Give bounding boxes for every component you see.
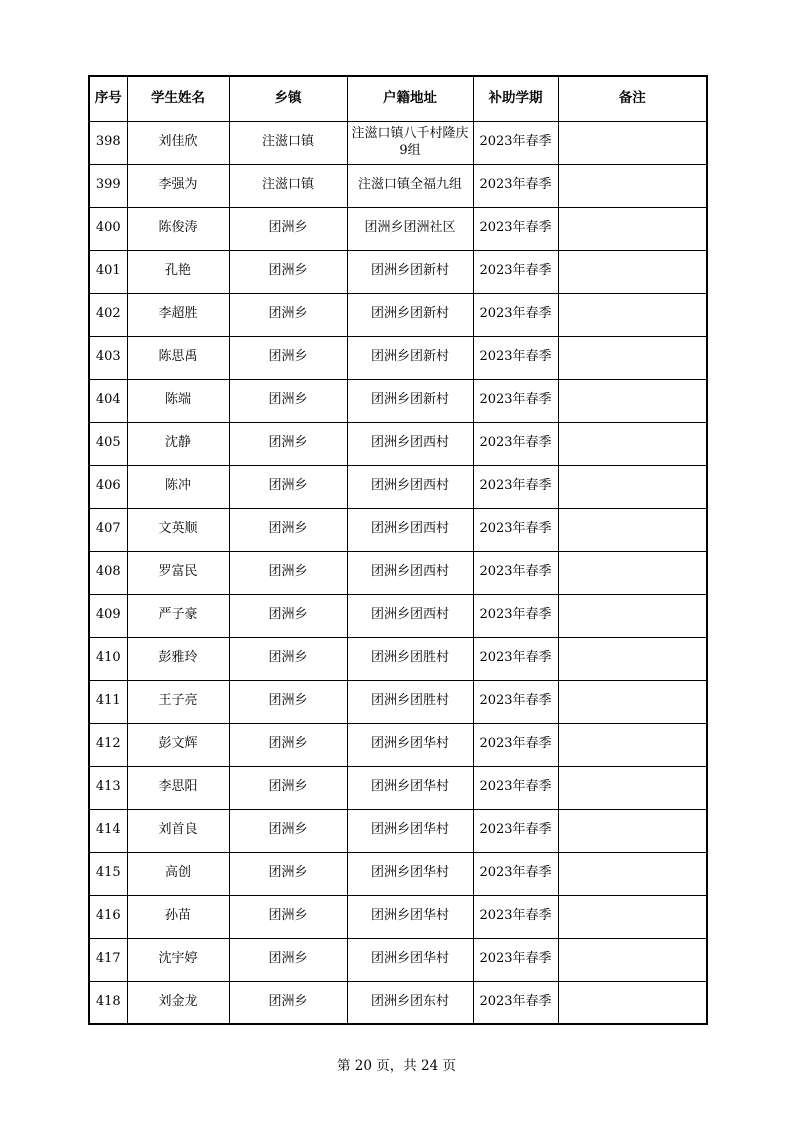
cell-name: 陈端 bbox=[127, 379, 229, 422]
table-row bbox=[89, 250, 707, 293]
cell-name: 王子亮 bbox=[127, 680, 229, 723]
cell-name: 李超胜 bbox=[127, 293, 229, 336]
cell-remark bbox=[558, 594, 707, 637]
cell-address: 团洲乡团洲社区 bbox=[347, 207, 473, 250]
table-row bbox=[89, 895, 707, 938]
cell-name: 高创 bbox=[127, 852, 229, 895]
cell-name: 刘金龙 bbox=[127, 981, 229, 1024]
cell-name: 沈静 bbox=[127, 422, 229, 465]
cell-remark bbox=[558, 379, 707, 422]
table-row bbox=[89, 766, 707, 809]
cell-semester: 2023年春季 bbox=[473, 508, 558, 551]
cell-township: 团洲乡 bbox=[229, 250, 347, 293]
cell-name: 严子豪 bbox=[127, 594, 229, 637]
cell-township: 团洲乡 bbox=[229, 852, 347, 895]
column-header-5: 备注 bbox=[558, 76, 707, 121]
cell-name: 孙苗 bbox=[127, 895, 229, 938]
cell-address: 团洲乡团华村 bbox=[347, 852, 473, 895]
cell-name: 罗富民 bbox=[127, 551, 229, 594]
column-header-3: 户籍地址 bbox=[347, 76, 473, 121]
table-row bbox=[89, 637, 707, 680]
cell-remark bbox=[558, 207, 707, 250]
cell-township: 团洲乡 bbox=[229, 465, 347, 508]
cell-no: 414 bbox=[89, 809, 127, 852]
cell-township: 注滋口镇 bbox=[229, 164, 347, 207]
table-row bbox=[89, 336, 707, 379]
cell-no: 415 bbox=[89, 852, 127, 895]
table-row bbox=[89, 121, 707, 164]
cell-address: 团洲乡团胜村 bbox=[347, 680, 473, 723]
table-row bbox=[89, 594, 707, 637]
cell-remark bbox=[558, 766, 707, 809]
cell-name: 文英顺 bbox=[127, 508, 229, 551]
cell-address: 团洲乡团新村 bbox=[347, 250, 473, 293]
cell-remark bbox=[558, 809, 707, 852]
cell-name: 李强为 bbox=[127, 164, 229, 207]
cell-township: 团洲乡 bbox=[229, 207, 347, 250]
cell-name: 孔艳 bbox=[127, 250, 229, 293]
cell-no: 399 bbox=[89, 164, 127, 207]
cell-township: 团洲乡 bbox=[229, 422, 347, 465]
cell-no: 409 bbox=[89, 594, 127, 637]
table-row bbox=[89, 293, 707, 336]
cell-no: 404 bbox=[89, 379, 127, 422]
cell-address: 团洲乡团西村 bbox=[347, 508, 473, 551]
table-row bbox=[89, 207, 707, 250]
table-row bbox=[89, 465, 707, 508]
table-row bbox=[89, 551, 707, 594]
cell-semester: 2023年春季 bbox=[473, 207, 558, 250]
cell-township: 团洲乡 bbox=[229, 637, 347, 680]
table-row bbox=[89, 852, 707, 895]
table-row bbox=[89, 723, 707, 766]
cell-semester: 2023年春季 bbox=[473, 164, 558, 207]
cell-no: 403 bbox=[89, 336, 127, 379]
cell-address: 注滋口镇全福九组 bbox=[347, 164, 473, 207]
cell-township: 团洲乡 bbox=[229, 723, 347, 766]
cell-no: 408 bbox=[89, 551, 127, 594]
cell-remark bbox=[558, 465, 707, 508]
cell-township: 注滋口镇 bbox=[229, 121, 347, 164]
cell-semester: 2023年春季 bbox=[473, 981, 558, 1024]
cell-address: 团洲乡团西村 bbox=[347, 594, 473, 637]
cell-no: 416 bbox=[89, 895, 127, 938]
cell-name: 彭文辉 bbox=[127, 723, 229, 766]
cell-no: 406 bbox=[89, 465, 127, 508]
cell-semester: 2023年春季 bbox=[473, 465, 558, 508]
cell-no: 400 bbox=[89, 207, 127, 250]
cell-address: 团洲乡团东村 bbox=[347, 981, 473, 1024]
cell-semester: 2023年春季 bbox=[473, 293, 558, 336]
cell-remark bbox=[558, 551, 707, 594]
table-row bbox=[89, 981, 707, 1024]
cell-remark bbox=[558, 680, 707, 723]
cell-name: 刘佳欣 bbox=[127, 121, 229, 164]
cell-township: 团洲乡 bbox=[229, 809, 347, 852]
cell-no: 418 bbox=[89, 981, 127, 1024]
cell-semester: 2023年春季 bbox=[473, 852, 558, 895]
cell-semester: 2023年春季 bbox=[473, 723, 558, 766]
cell-remark bbox=[558, 723, 707, 766]
table-row bbox=[89, 164, 707, 207]
cell-name: 沈宇婷 bbox=[127, 938, 229, 981]
cell-no: 407 bbox=[89, 508, 127, 551]
cell-address: 团洲乡团西村 bbox=[347, 551, 473, 594]
column-header-2: 乡镇 bbox=[229, 76, 347, 121]
cell-semester: 2023年春季 bbox=[473, 422, 558, 465]
cell-remark bbox=[558, 164, 707, 207]
cell-no: 413 bbox=[89, 766, 127, 809]
cell-remark bbox=[558, 250, 707, 293]
cell-address: 团洲乡团西村 bbox=[347, 422, 473, 465]
cell-name: 李思阳 bbox=[127, 766, 229, 809]
cell-semester: 2023年春季 bbox=[473, 594, 558, 637]
cell-township: 团洲乡 bbox=[229, 938, 347, 981]
cell-no: 411 bbox=[89, 680, 127, 723]
cell-no: 412 bbox=[89, 723, 127, 766]
cell-township: 团洲乡 bbox=[229, 551, 347, 594]
cell-township: 团洲乡 bbox=[229, 293, 347, 336]
cell-remark bbox=[558, 938, 707, 981]
cell-semester: 2023年春季 bbox=[473, 637, 558, 680]
cell-township: 团洲乡 bbox=[229, 508, 347, 551]
cell-no: 402 bbox=[89, 293, 127, 336]
cell-semester: 2023年春季 bbox=[473, 766, 558, 809]
cell-township: 团洲乡 bbox=[229, 594, 347, 637]
cell-semester: 2023年春季 bbox=[473, 680, 558, 723]
cell-remark bbox=[558, 852, 707, 895]
cell-semester: 2023年春季 bbox=[473, 551, 558, 594]
cell-address: 注滋口镇八千村隆庆9组 bbox=[347, 121, 473, 164]
cell-semester: 2023年春季 bbox=[473, 938, 558, 981]
cell-township: 团洲乡 bbox=[229, 981, 347, 1024]
student-subsidy-table bbox=[88, 75, 708, 1025]
cell-remark bbox=[558, 981, 707, 1024]
cell-name: 陈俊涛 bbox=[127, 207, 229, 250]
table-row bbox=[89, 938, 707, 981]
cell-remark bbox=[558, 293, 707, 336]
cell-township: 团洲乡 bbox=[229, 680, 347, 723]
cell-semester: 2023年春季 bbox=[473, 250, 558, 293]
cell-remark bbox=[558, 422, 707, 465]
cell-name: 彭雅玲 bbox=[127, 637, 229, 680]
cell-no: 401 bbox=[89, 250, 127, 293]
cell-remark bbox=[558, 336, 707, 379]
cell-semester: 2023年春季 bbox=[473, 121, 558, 164]
cell-address: 团洲乡团华村 bbox=[347, 766, 473, 809]
column-header-1: 学生姓名 bbox=[127, 76, 229, 121]
cell-address: 团洲乡团胜村 bbox=[347, 637, 473, 680]
cell-semester: 2023年春季 bbox=[473, 809, 558, 852]
cell-address: 团洲乡团华村 bbox=[347, 895, 473, 938]
cell-address: 团洲乡团西村 bbox=[347, 465, 473, 508]
table-row bbox=[89, 422, 707, 465]
cell-remark bbox=[558, 895, 707, 938]
cell-name: 陈思禹 bbox=[127, 336, 229, 379]
cell-township: 团洲乡 bbox=[229, 379, 347, 422]
cell-name: 陈冲 bbox=[127, 465, 229, 508]
cell-remark bbox=[558, 121, 707, 164]
table-row bbox=[89, 379, 707, 422]
cell-no: 405 bbox=[89, 422, 127, 465]
cell-address: 团洲乡团新村 bbox=[347, 379, 473, 422]
table-row bbox=[89, 508, 707, 551]
cell-township: 团洲乡 bbox=[229, 336, 347, 379]
cell-township: 团洲乡 bbox=[229, 895, 347, 938]
page-number: 第 20 页，共 24 页 bbox=[336, 1058, 457, 1074]
column-header-4: 补助学期 bbox=[473, 76, 558, 121]
cell-no: 398 bbox=[89, 121, 127, 164]
cell-semester: 2023年春季 bbox=[473, 895, 558, 938]
column-header-0: 序号 bbox=[89, 76, 127, 121]
cell-address: 团洲乡团华村 bbox=[347, 938, 473, 981]
table-row bbox=[89, 680, 707, 723]
cell-address: 团洲乡团华村 bbox=[347, 723, 473, 766]
cell-address: 团洲乡团华村 bbox=[347, 809, 473, 852]
cell-township: 团洲乡 bbox=[229, 766, 347, 809]
cell-remark bbox=[558, 637, 707, 680]
cell-semester: 2023年春季 bbox=[473, 336, 558, 379]
cell-remark bbox=[558, 508, 707, 551]
cell-no: 417 bbox=[89, 938, 127, 981]
table-body bbox=[89, 121, 707, 1024]
cell-name: 刘首良 bbox=[127, 809, 229, 852]
cell-no: 410 bbox=[89, 637, 127, 680]
table-row bbox=[89, 809, 707, 852]
header-row bbox=[89, 76, 707, 121]
cell-semester: 2023年春季 bbox=[473, 379, 558, 422]
cell-address: 团洲乡团新村 bbox=[347, 336, 473, 379]
cell-address: 团洲乡团新村 bbox=[347, 293, 473, 336]
